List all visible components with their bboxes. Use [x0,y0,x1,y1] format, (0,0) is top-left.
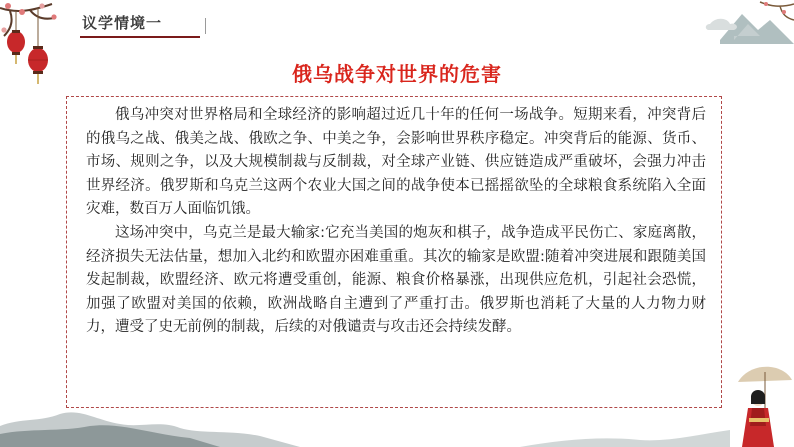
section-label: 议学情境一 [82,14,163,32]
paragraph-1: 俄乌冲突对世界格局和全球经济的影响超过近几十年的任何一场战争。短期来看，冲突背后的俄乌之战、俄美之战、俄欧之争、中美之争，会影响世界秩序稳定。冲突背后的能源、货币、市场、规则之争，以及大规模制裁与反制裁，对全球产业链、供应链造成严重破坏，会强力冲击世界经济。俄罗斯和乌克兰这两个农业大国之间的战争使本已摇摇欲坠的全球粮食系统陷入全面灾难，数百万人面临饥饿。 [86,107,706,218]
body-text [86,104,706,340]
page-title: 俄乌战争对世界的危害 [292,62,502,86]
paragraph-2: 这场冲突中，乌克兰是最大输家:它充当美国的炮灰和棋子，战争造成平民伤亡、家庭离散，经济损失无法估量，想加入北约和欧盟亦困难重重。其次的输家是欧盟:随着冲突进展和跟随美国发起制裁，欧盟经济、欧元将遭受重创，能源、粮食价格暴涨，出现供应危机，引起社会恐慌，加强了欧盟对美国的依赖，欧洲战略自主遭到了严重打击。俄罗斯也消耗了大量的人力物力财力，遭受了史无前例的制裁，后续的对俄谴责与攻击还会持续发酵。 [86,224,706,336]
girl-umbrella-icon [730,360,794,447]
header-divider [205,18,206,34]
section-underline [80,36,200,38]
cloud-mountain-icon [700,0,794,60]
ink-mountains-icon [0,400,794,447]
